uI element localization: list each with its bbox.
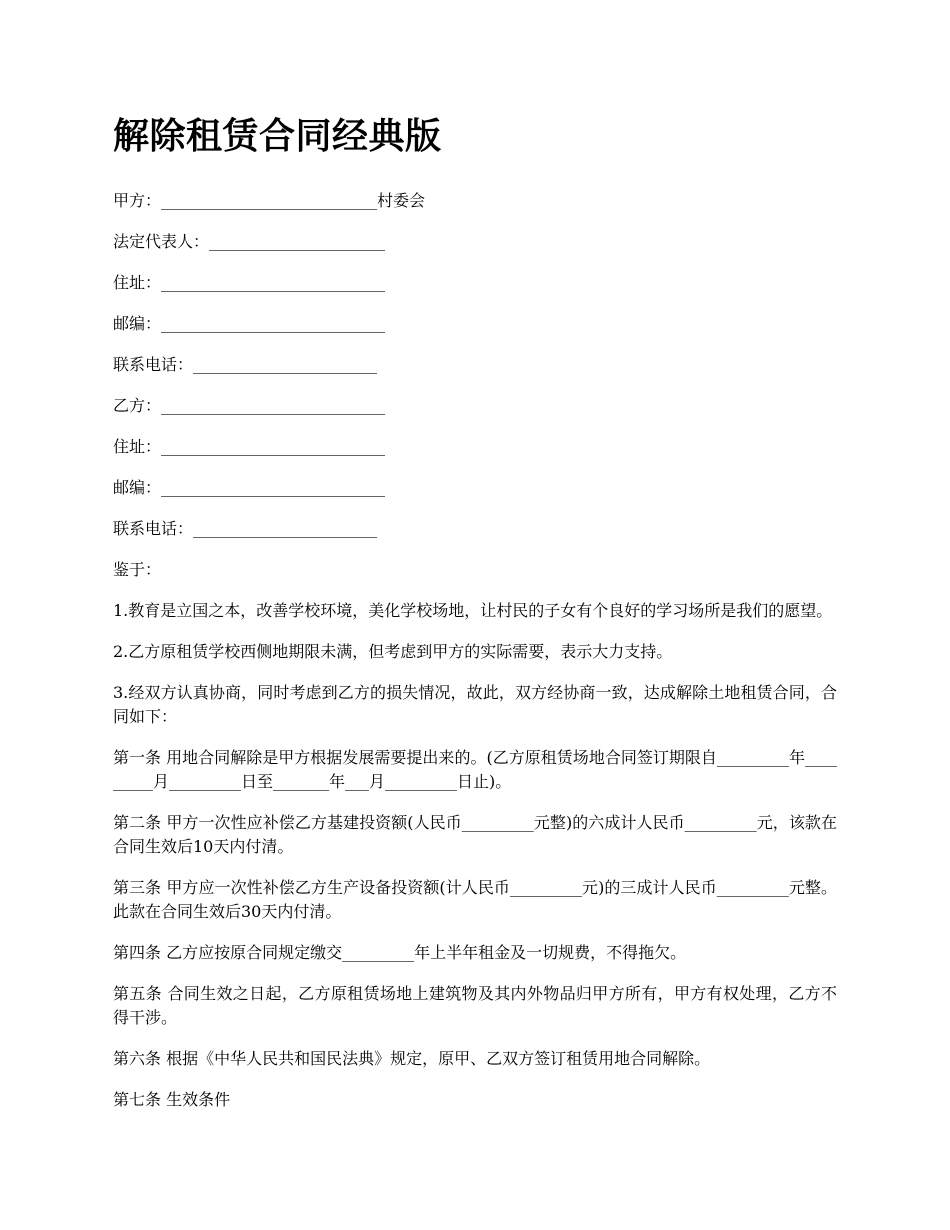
article-2: 第二条 甲方一次性应补偿乙方基建投资额(人民币_________元整)的六成计人民币_________元，该款在合同生效后10天内付清。 [113, 813, 837, 856]
document-page [113, 113, 837, 1129]
party-a-phone-field: 联系电话：_______________________ [113, 355, 378, 374]
party-b-address-field: 住址：____________________________ [113, 437, 386, 456]
party-a-address-field: 住址：____________________________ [113, 273, 386, 292]
document-title: 解除租赁合同经典版 [113, 116, 442, 157]
legal-representative-field: 法定代表人：______________________ [113, 232, 386, 251]
contract-body [113, 599, 837, 1112]
party-info-section [113, 189, 837, 582]
article-6: 第六条 根据《中华人民共和国民法典》规定，原甲、乙双方签订租赁用地合同解除。 [113, 1049, 711, 1068]
article-1: 第一条 用地合同解除是甲方根据发展需要提出来的。(乙方原租赁场地合同签订期限自_________年_________月_________日至_______年___月_________日止)。 [113, 748, 837, 791]
recital-2: 2.乙方原租赁学校西侧地期限未满，但考虑到甲方的实际需要，表示大力支持。 [113, 642, 673, 661]
article-7: 第七条 生效条件 [113, 1090, 231, 1109]
party-b-phone-field: 联系电话：_______________________ [113, 519, 378, 538]
recital-3: 3.经双方认真协商，同时考虑到乙方的损失情况，故此，双方经协商一致，达成解除土地租赁合同，合同如下： [113, 683, 837, 726]
article-5: 第五条 合同生效之日起，乙方原租赁场地上建筑物及其内外物品归甲方所有，甲方有权处理，乙方不得干涉。 [113, 984, 837, 1027]
article-4: 第四条 乙方应按原合同规定缴交_________年上半年租金及一切规费，不得拖欠。 [113, 943, 687, 962]
whereas-heading: 鉴于： [113, 560, 162, 579]
party-b-postcode-field: 邮编：____________________________ [113, 478, 386, 497]
article-3: 第三条 甲方应一次性补偿乙方生产设备投资额(计人民币_________元)的三成计人民币_________元整。此款在合同生效后30天内付清。 [113, 878, 837, 921]
party-a-postcode-field: 邮编：____________________________ [113, 314, 386, 333]
party-b-field: 乙方：____________________________ [113, 396, 386, 415]
party-a-field: 甲方：___________________________村委会 [113, 191, 426, 210]
recital-1: 1.教育是立国之本，改善学校环境，美化学校场地，让村民的子女有个良好的学习场所是我们的愿望。 [113, 601, 833, 620]
